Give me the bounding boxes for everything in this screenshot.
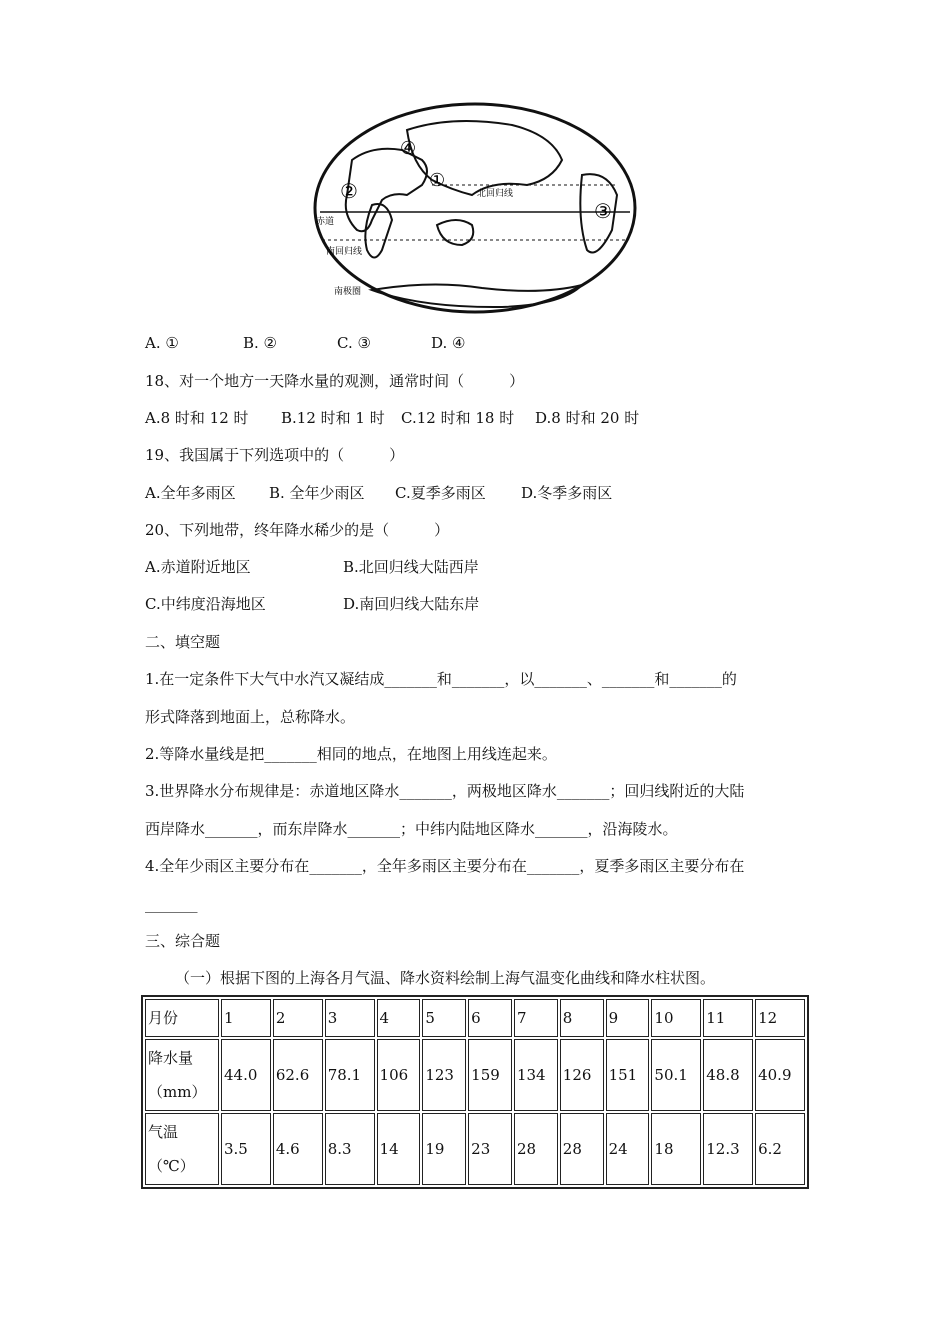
table-precip-cell: 134: [514, 1039, 558, 1111]
table-precip-cell: 78.1: [325, 1039, 375, 1111]
table-temp-cell: 14: [377, 1113, 421, 1185]
q18-options: [145, 408, 639, 428]
table-month-cell: 12: [755, 999, 805, 1037]
q18-option-c[interactable]: C.12 时和 18 时: [401, 409, 515, 427]
q20-option-b[interactable]: B.北回归线大陆西岸: [343, 558, 479, 576]
table-temp-cell: 28: [514, 1113, 558, 1185]
q20-options-row2: [145, 594, 479, 614]
q18-option-a[interactable]: A.8 时和 12 时: [145, 409, 249, 427]
table-precip-cell: 62.6: [273, 1039, 323, 1111]
table-temp-cell: 18: [651, 1113, 701, 1185]
table-month-cell: 7: [514, 999, 558, 1037]
label-antarctic: 南极圈: [334, 287, 362, 297]
table-row-temp: [145, 1113, 805, 1185]
q18-option-b[interactable]: B.12 时和 1 时: [281, 409, 385, 427]
q17-option-d[interactable]: D. ④: [431, 334, 466, 352]
table-precip-label: [145, 1039, 219, 1111]
label-tropic-north: 北回归线: [477, 189, 514, 199]
q20-option-d[interactable]: D.南回归线大陆东岸: [343, 595, 480, 613]
marker-2: ②: [340, 179, 358, 203]
q19-stem: 19、我国属于下列选项中的（ ）: [145, 446, 405, 464]
table-temp-cell: 8.3: [325, 1113, 375, 1185]
section3-title: 三、综合题: [145, 932, 221, 950]
table-temp-cell: 28: [560, 1113, 604, 1185]
table-precip-cell: 44.0: [221, 1039, 271, 1111]
label-equator: 赤道: [316, 217, 335, 227]
table-temp-cell: 23: [468, 1113, 512, 1185]
table-precip-cell: 151: [606, 1039, 650, 1111]
table-precip-cell: 126: [560, 1039, 604, 1111]
marker-1: ①: [429, 170, 446, 191]
world-map-figure: [312, 100, 638, 316]
fill-q1-line1: 1.在一定条件下大气中水汽又凝结成_______和_______，以_______、_______和_______的: [145, 670, 737, 688]
table-temp-cell: 6.2: [755, 1113, 805, 1185]
map-frame: [315, 104, 635, 312]
fill-q1-line2: 形式降落到地面上，总称降水。: [145, 708, 356, 726]
table-temp-label: [145, 1113, 219, 1185]
q17-options: [145, 333, 465, 353]
table-precip-cell: 159: [468, 1039, 512, 1111]
table-row-precip: [145, 1039, 805, 1111]
q17-option-a[interactable]: A. ①: [145, 334, 179, 352]
table-month-cell: 2: [273, 999, 323, 1037]
section2-title: 二、填空题: [145, 633, 221, 651]
q20-options-row1: [145, 557, 479, 577]
fill-q3-line1: 3.世界降水分布规律是：赤道地区降水_______，两极地区降水_______；回归线附近的大陆: [145, 782, 745, 800]
table-temp-cell: 12.3: [703, 1113, 753, 1185]
q19-option-a[interactable]: A.全年多雨区: [145, 484, 236, 502]
table-precip-cell: 48.8: [703, 1039, 753, 1111]
table-precip-cell: 50.1: [651, 1039, 701, 1111]
table-month-cell: 5: [422, 999, 466, 1037]
q18-stem: 18、对一个地方一天降水量的观测，通常时间（ ）: [145, 372, 525, 390]
q19-option-b[interactable]: B. 全年少雨区: [269, 484, 365, 502]
q18-option-d[interactable]: D.8 时和 20 时: [535, 409, 640, 427]
table-month-cell: 1: [221, 999, 271, 1037]
table-temp-cell: 19: [422, 1113, 466, 1185]
table-month-cell: 3: [325, 999, 375, 1037]
precip-label-line1: 降水量: [148, 1049, 194, 1067]
label-tropic-south: 南回归线: [326, 247, 363, 257]
marker-4: ④: [400, 138, 417, 159]
q19-option-d[interactable]: D.冬季多雨区: [521, 484, 613, 502]
table-month-cell: 9: [606, 999, 650, 1037]
section3-intro: （一）根据下图的上海各月气温、降水资料绘制上海气温变化曲线和降水柱状图。: [175, 969, 716, 987]
table-row-months: [145, 999, 805, 1037]
fill-q4-line2: _______: [145, 895, 198, 913]
table-month-cell: 4: [377, 999, 421, 1037]
table-precip-cell: 106: [377, 1039, 421, 1111]
fill-q4-line1: 4.全年少雨区主要分布在_______，全年多雨区主要分布在_______，夏季多雨区主要分布在: [145, 857, 745, 875]
temp-label-line2: （℃）: [148, 1157, 195, 1175]
table-month-cell: 10: [651, 999, 701, 1037]
table-header-month-label: 月份: [145, 999, 219, 1037]
table-temp-cell: 4.6: [273, 1113, 323, 1185]
table-month-cell: 11: [703, 999, 753, 1037]
precip-label-line2: （mm）: [148, 1083, 207, 1101]
world-map-svg: [312, 100, 638, 316]
table-temp-cell: 3.5: [221, 1113, 271, 1185]
fill-q3-line2: 西岸降水_______，而东岸降水_______；中纬内陆地区降水_______，沿海陵水。: [145, 820, 678, 838]
table-month-cell: 6: [468, 999, 512, 1037]
q17-option-c[interactable]: C. ③: [337, 334, 371, 352]
q20-option-a[interactable]: A.赤道附近地区: [145, 558, 251, 576]
q17-option-b[interactable]: B. ②: [243, 334, 278, 352]
table-month-cell: 8: [560, 999, 604, 1037]
temp-label-line1: 气温: [148, 1123, 179, 1141]
table-temp-cell: 24: [606, 1113, 650, 1185]
fill-q2: 2.等降水量线是把_______相同的地点，在地图上用线连起来。: [145, 745, 557, 763]
q19-option-c[interactable]: C.夏季多雨区: [395, 484, 486, 502]
q19-options: [145, 483, 612, 503]
marker-3: ③: [594, 199, 612, 223]
q20-stem: 20、下列地带，终年降水稀少的是（ ）: [145, 521, 450, 539]
table-precip-cell: 123: [422, 1039, 466, 1111]
q20-option-c[interactable]: C.中纬度沿海地区: [145, 595, 266, 613]
shanghai-climate-table: [141, 995, 809, 1189]
table-precip-cell: 40.9: [755, 1039, 805, 1111]
